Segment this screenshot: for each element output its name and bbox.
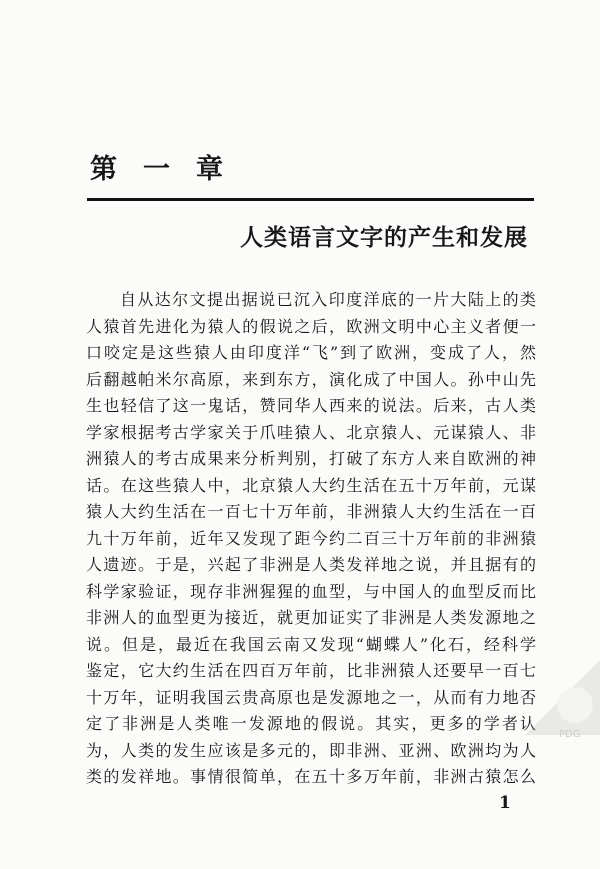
text-line: 九十万年前，近年又发现了距今约二百三十万年前的非洲猿 — [86, 528, 536, 548]
text-line: 非洲人的血型更为接近，就更加证实了非洲是人类发源地之 — [86, 608, 536, 627]
chapter-heading-char: 一 — [143, 154, 171, 185]
text-line: 为，人类的发生应该是多元的，即非洲、亚洲、欧洲均为人 — [86, 740, 536, 760]
text-line: 猿人大约生活在一百七十万年前，非洲猿人大约生活在一百 — [86, 502, 536, 521]
text-line: 人遗迹。于是，兴起了非洲是人类发祥地之说，并且据有的 — [86, 555, 536, 574]
chapter-divider-rule — [87, 198, 534, 201]
text-line: 人猿首先进化为猿人的假说之后，欧洲文明中心主义者便一 — [86, 316, 536, 336]
watermark-stamp — [505, 585, 600, 750]
chapter-title: 人类语言文字的产生和发展 — [240, 225, 528, 251]
body-text — [86, 287, 536, 791]
text-line: 学家根据考古学家关于爪哇猿人、北京猿人、元谋猿人、非 — [86, 422, 536, 442]
text-line: 类的发祥地。事情很简单，在五十多万年前，非洲古猿怎么 — [86, 767, 536, 786]
text-line: 洲猿人的考古成果来分析判别，打破了东方人来自欧洲的神 — [86, 449, 536, 468]
chapter-heading-char: 第 — [90, 154, 118, 185]
text-line: 科学家验证，现存非洲猩猩的血型，与中国人的血型反而比 — [86, 581, 536, 601]
watermark-text: PDG — [559, 729, 581, 740]
text-line: 生也轻信了这一鬼话，赞同华人西来的说法。后来，古人类 — [86, 396, 536, 415]
text-line: 定了非洲是人类唯一发源地的假说。其实，更多的学者认 — [86, 714, 536, 733]
text-line: 鉴定，它大约生活在四百万年前，比非洲猿人还要早一百七 — [86, 661, 536, 680]
text-line: 口咬定是这些猿人由印度洋“飞”到了欧洲，变成了人，然 — [86, 343, 536, 362]
text-line: 自从达尔文提出据说已沉入印度洋底的一片大陆上的类 — [120, 290, 536, 309]
page-number: 1 — [499, 793, 511, 813]
text-line: 后翻越帕米尔高原，来到东方，演化成了中国人。孙中山先 — [86, 369, 536, 389]
chapter-heading-char: 章 — [196, 154, 224, 185]
text-line: 话。在这些猿人中，北京猿人大约生活在五十万年前，元谋 — [86, 475, 536, 495]
text-line: 说。但是，最近在我国云南又发现“蝴蝶人”化石，经科学 — [86, 634, 536, 654]
text-line: 十万年，证明我国云贵高原也是发源地之一，从而有力地否 — [86, 687, 536, 707]
